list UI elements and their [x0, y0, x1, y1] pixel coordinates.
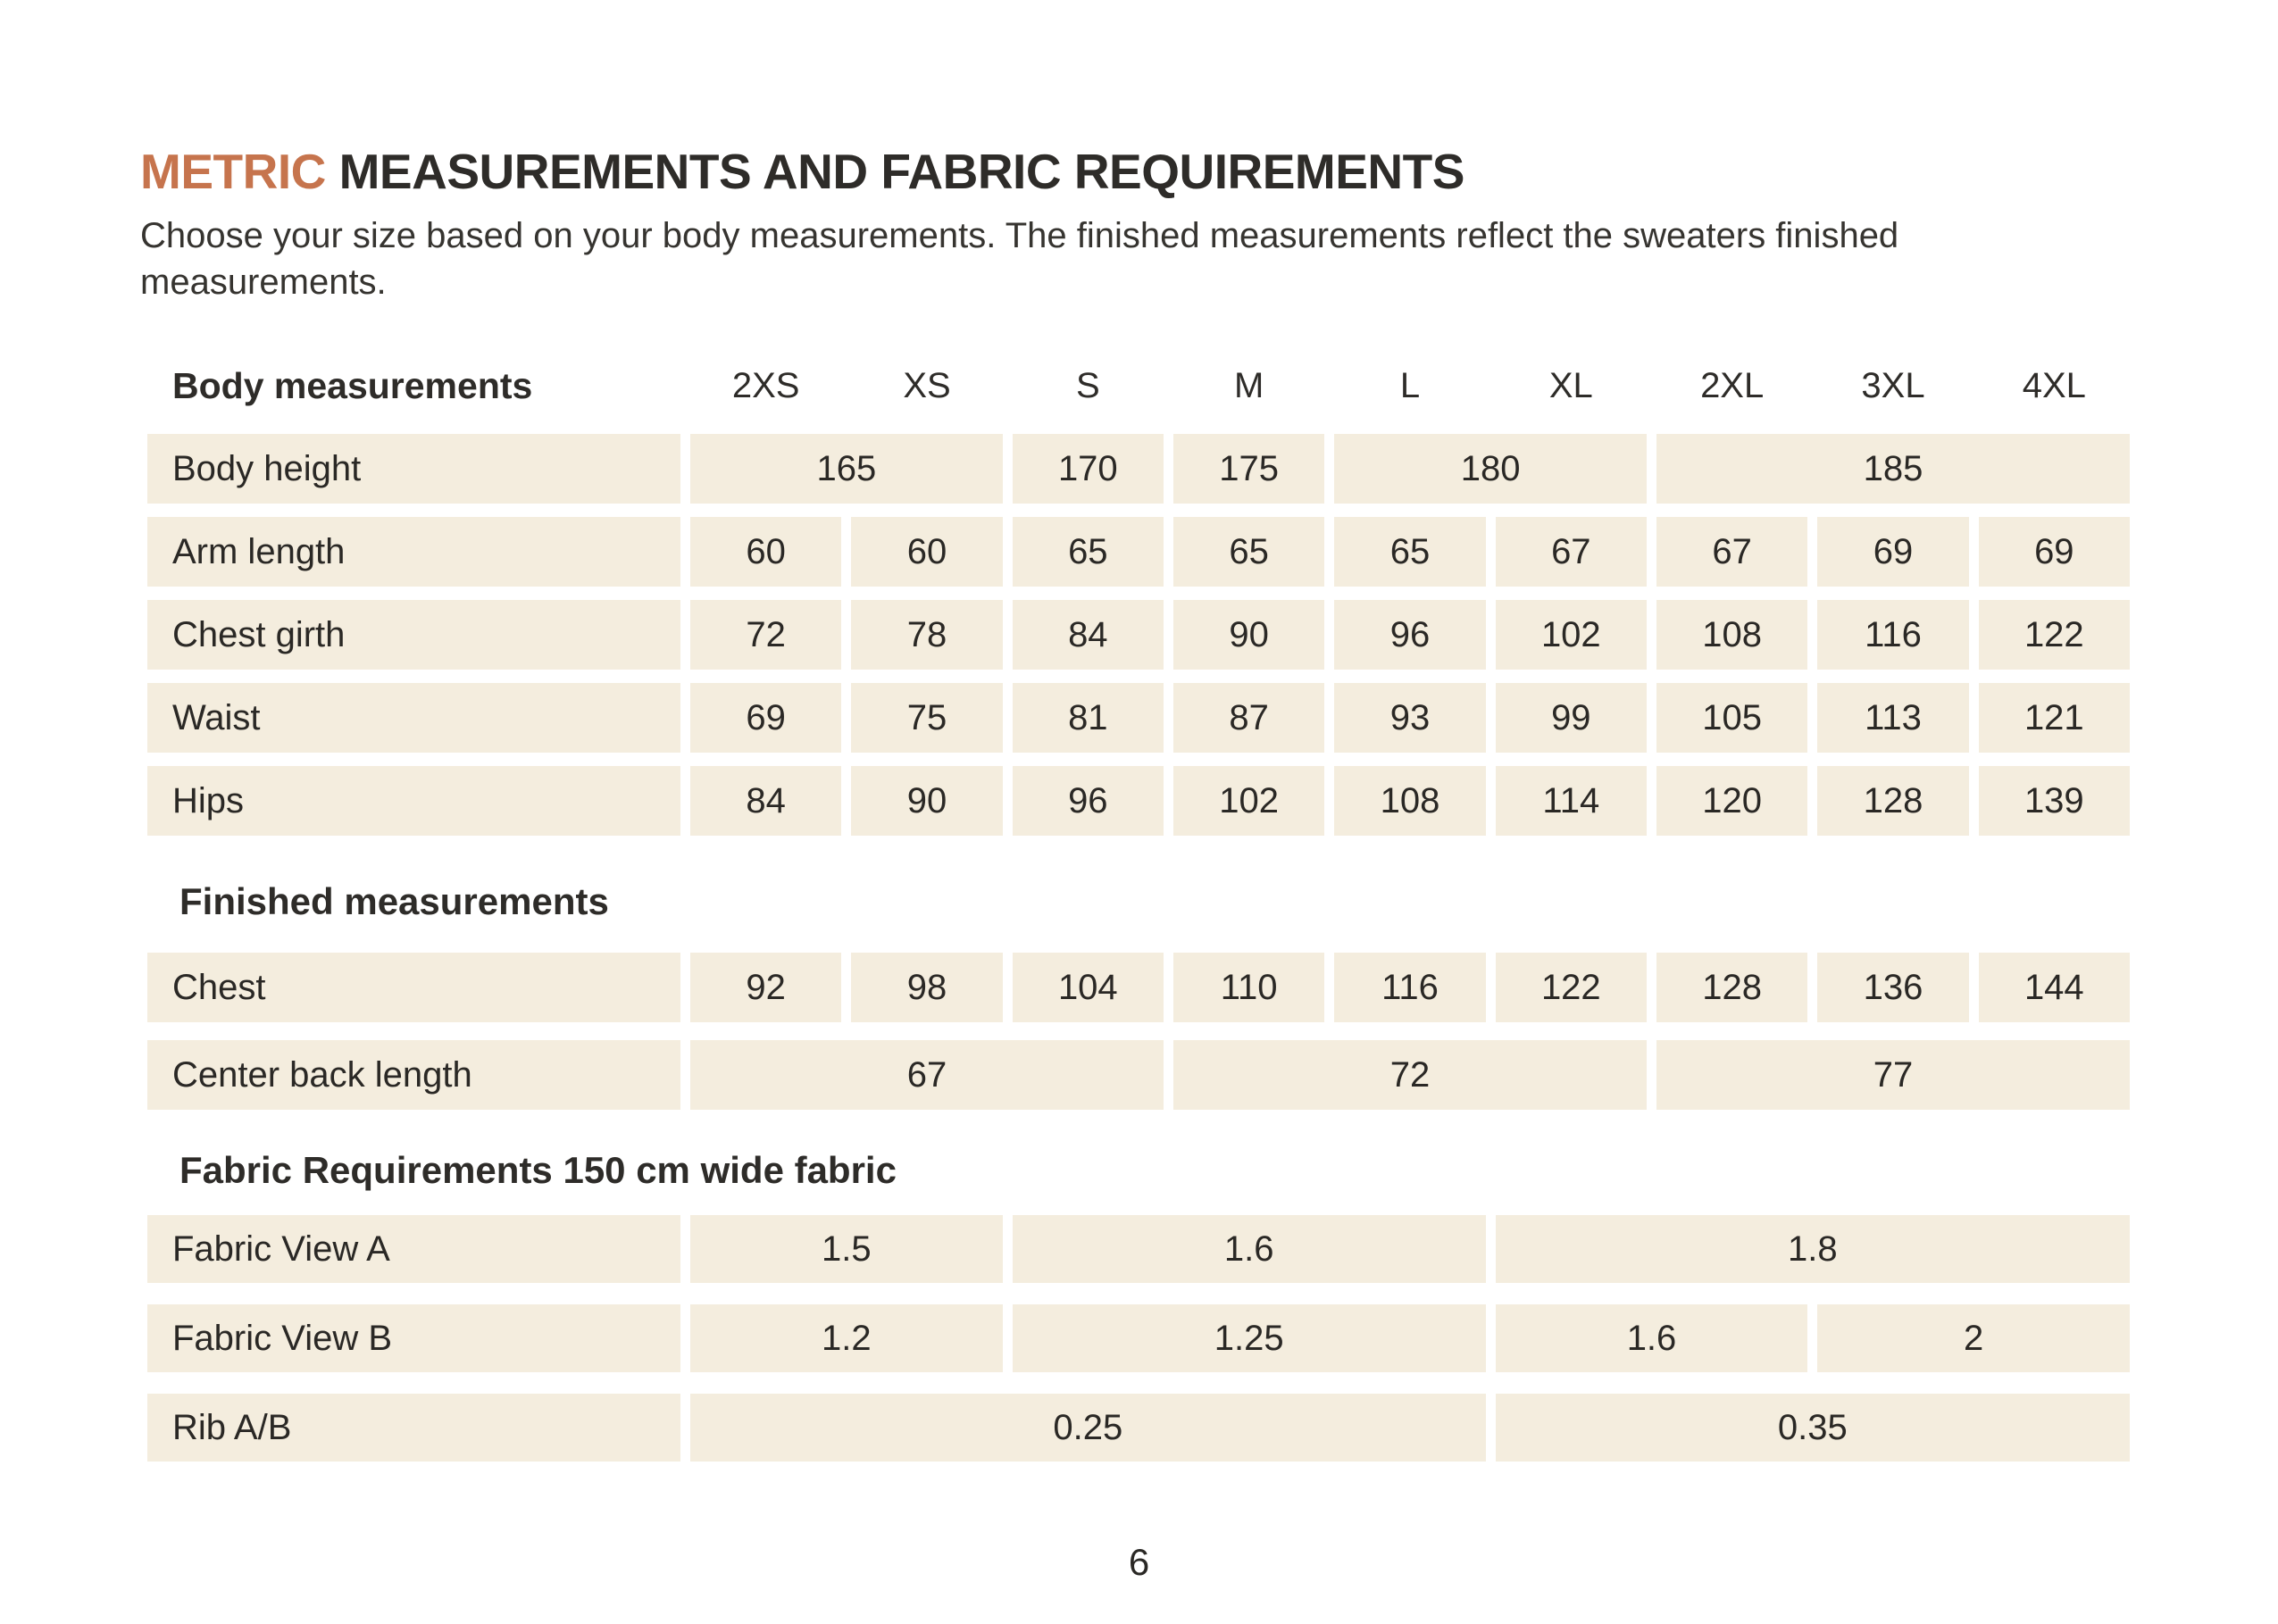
size-header-l: L: [1399, 365, 1421, 405]
value-cell: 69: [1979, 517, 2130, 587]
value-cell: 120: [1656, 766, 1807, 836]
value-cell: 96: [1334, 600, 1485, 670]
section-heading-finished: Finished measurements: [179, 880, 609, 922]
value-cell: 110: [1173, 953, 1324, 1022]
page-title: [140, 143, 2140, 200]
size-header-4xl: 4XL: [2022, 365, 2086, 405]
value-cell: 1.5: [690, 1215, 1003, 1283]
value-cell: 1.6: [1013, 1215, 1486, 1283]
value-cell: 0.25: [690, 1394, 1486, 1462]
value-cell: 67: [690, 1040, 1164, 1110]
value-cell: 114: [1496, 766, 1647, 836]
row-label: Rib A/B: [147, 1394, 680, 1462]
size-header-xs: XS: [903, 365, 951, 405]
section-body-measurements: [147, 434, 2130, 836]
size-header-2xs: 2XS: [731, 365, 800, 405]
header-label: Body measurements: [172, 364, 533, 406]
page-content: [140, 0, 2140, 1483]
value-cell: 139: [1979, 766, 2130, 836]
section-finished-measurements: [147, 953, 2130, 1110]
value-cell: 84: [1013, 600, 1164, 670]
value-cell: 136: [1817, 953, 1968, 1022]
table-row-body-height: [147, 434, 2130, 504]
value-cell: 67: [1656, 517, 1807, 587]
section-heading-fabric: Fabric Requirements 150 cm wide fabric: [179, 1149, 897, 1191]
value-cell: 65: [1013, 517, 1164, 587]
value-cell: 128: [1817, 766, 1968, 836]
value-cell: 81: [1013, 683, 1164, 753]
row-label: Fabric View A: [147, 1215, 680, 1283]
value-cell: 98: [851, 953, 1002, 1022]
size-header-xl: XL: [1548, 365, 1593, 405]
value-cell: 72: [690, 600, 841, 670]
section-fabric-requirements: [147, 1215, 2130, 1462]
value-cell: 2: [1817, 1304, 2130, 1372]
value-cell: 170: [1013, 434, 1164, 504]
table-row-hips: [147, 766, 2130, 836]
subtitle-line-1: Choose your size based on your body measurements. The finished measurements reflect the sweaters finished: [140, 216, 1899, 255]
value-cell: 102: [1496, 600, 1647, 670]
row-label: Body height: [147, 434, 680, 504]
row-label: Chest: [147, 953, 680, 1022]
value-cell: 78: [851, 600, 1002, 670]
value-cell: 1.6: [1496, 1304, 1808, 1372]
value-cell: 1.2: [690, 1304, 1003, 1372]
page-subtitle: [140, 212, 2140, 305]
value-cell: 75: [851, 683, 1002, 753]
size-header-2xl: 2XL: [1700, 365, 1765, 405]
row-label: Fabric View B: [147, 1304, 680, 1372]
table-row-fabric-view-a: [147, 1215, 2130, 1283]
value-cell: 165: [690, 434, 1003, 504]
value-cell: 92: [690, 953, 841, 1022]
table-row-chest-girth: [147, 600, 2130, 670]
size-header-3xl: 3XL: [1861, 365, 1925, 405]
row-label: Hips: [147, 766, 680, 836]
value-cell: 90: [1173, 600, 1324, 670]
value-cell: 99: [1496, 683, 1647, 753]
value-cell: 102: [1173, 766, 1324, 836]
value-cell: 69: [690, 683, 841, 753]
value-cell: 116: [1334, 953, 1485, 1022]
table-row-chest: [147, 953, 2130, 1022]
row-label: Center back length: [147, 1040, 680, 1110]
value-cell: 144: [1979, 953, 2130, 1022]
value-cell: 96: [1013, 766, 1164, 836]
value-cell: 175: [1173, 434, 1324, 504]
value-cell: 65: [1334, 517, 1485, 587]
value-cell: 0.35: [1496, 1394, 2130, 1462]
row-label: Waist: [147, 683, 680, 753]
value-cell: 108: [1334, 766, 1485, 836]
title-rest: MEASUREMENTS AND FABRIC REQUIREMENTS: [325, 144, 1464, 199]
value-cell: 1.8: [1496, 1215, 2130, 1283]
table-row-rib-ab: [147, 1394, 2130, 1462]
table-row-fabric-view-b: [147, 1304, 2130, 1372]
table-row-center-back-length: [147, 1040, 2130, 1110]
value-cell: 180: [1334, 434, 1647, 504]
value-cell: 72: [1173, 1040, 1647, 1110]
value-cell: 113: [1817, 683, 1968, 753]
value-cell: 122: [1979, 600, 2130, 670]
size-header-s: S: [1075, 365, 1100, 405]
value-cell: 60: [851, 517, 1002, 587]
value-cell: 185: [1656, 434, 2130, 504]
value-cell: 105: [1656, 683, 1807, 753]
table-header-row: [147, 361, 2130, 411]
page-number: 6: [1128, 1541, 1150, 1583]
value-cell: 108: [1656, 600, 1807, 670]
value-cell: 87: [1173, 683, 1324, 753]
size-header-m: M: [1233, 365, 1264, 405]
value-cell: 67: [1496, 517, 1647, 587]
table-row-waist: [147, 683, 2130, 753]
row-label: Chest girth: [147, 600, 680, 670]
value-cell: 128: [1656, 953, 1807, 1022]
row-label: Arm length: [147, 517, 680, 587]
value-cell: 60: [690, 517, 841, 587]
table-row-arm-length: [147, 517, 2130, 587]
value-cell: 104: [1013, 953, 1164, 1022]
value-cell: 65: [1173, 517, 1324, 587]
value-cell: 121: [1979, 683, 2130, 753]
value-cell: 90: [851, 766, 1002, 836]
title-highlight: METRIC: [140, 144, 326, 199]
value-cell: 77: [1656, 1040, 2130, 1110]
value-cell: 1.25: [1013, 1304, 1486, 1372]
value-cell: 116: [1817, 600, 1968, 670]
subtitle-line-2: measurements.: [140, 262, 387, 302]
measurement-table: [147, 361, 2130, 1462]
value-cell: 69: [1817, 517, 1968, 587]
value-cell: 93: [1334, 683, 1485, 753]
value-cell: 122: [1496, 953, 1647, 1022]
value-cell: 84: [690, 766, 841, 836]
